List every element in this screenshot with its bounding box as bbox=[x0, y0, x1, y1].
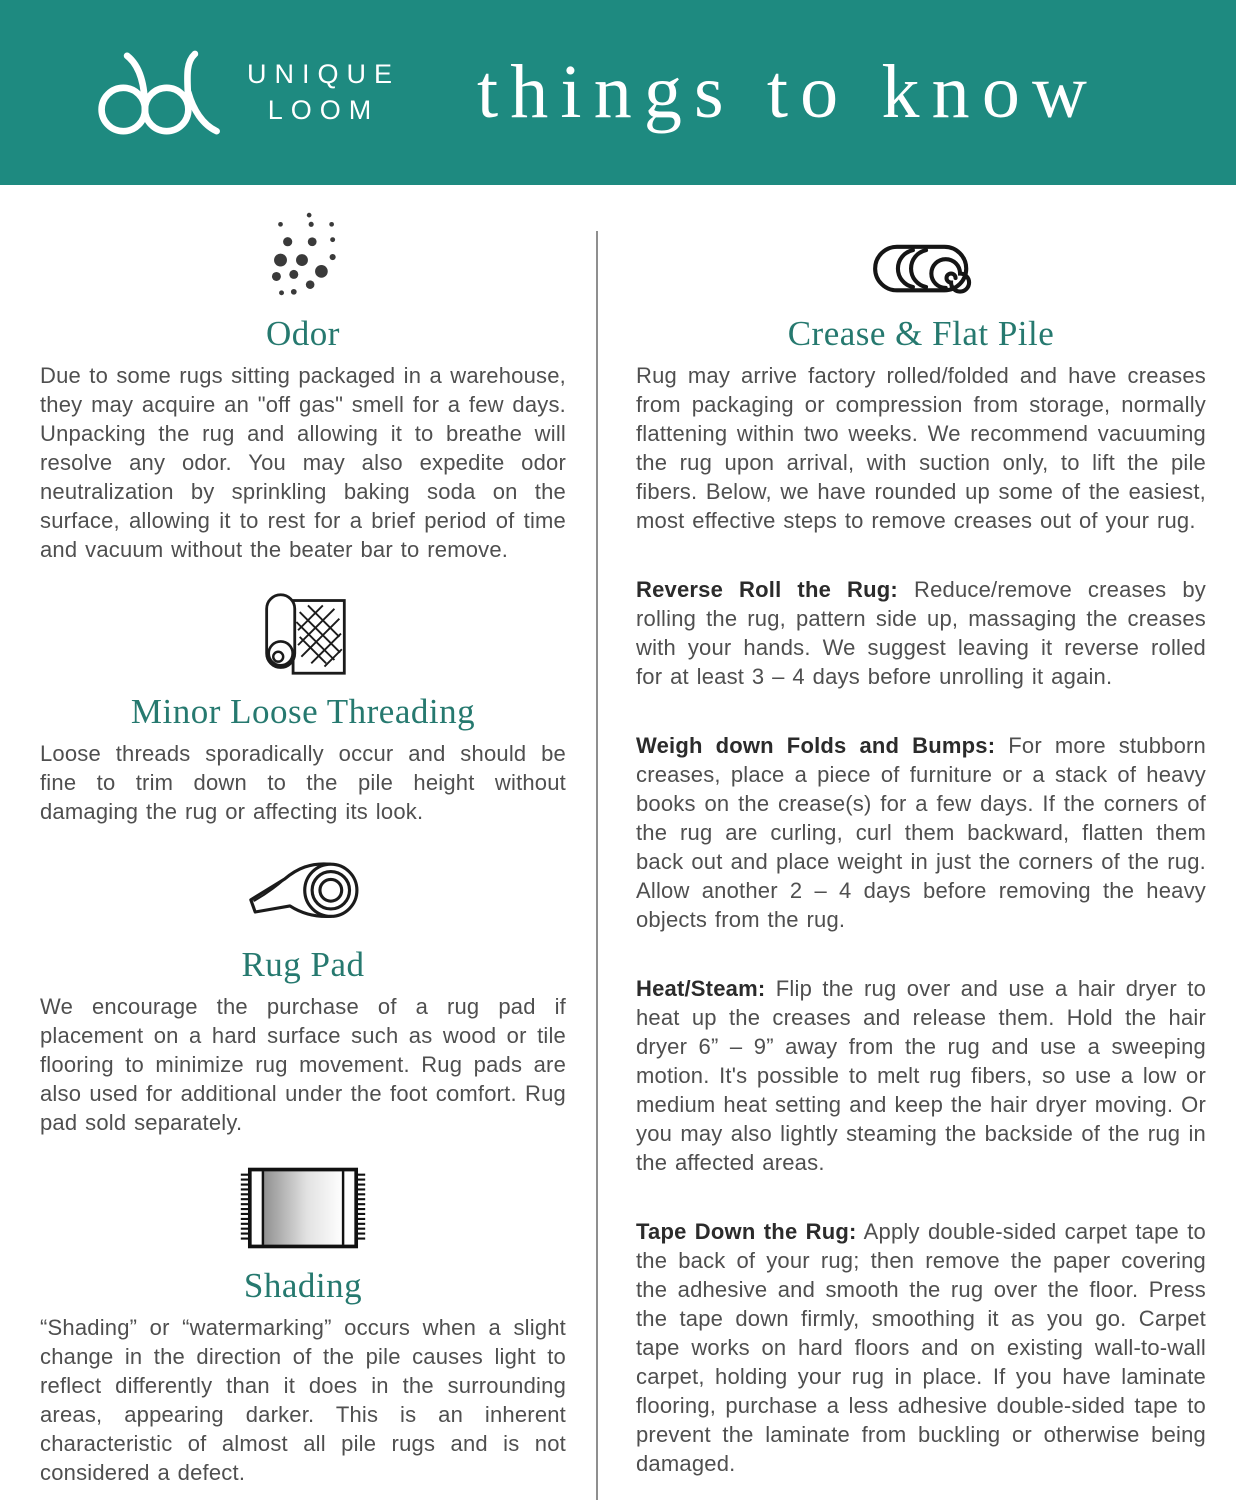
section-heading: Minor Loose Threading bbox=[130, 692, 476, 731]
right-column bbox=[597, 185, 1236, 1500]
tip-label: Reverse Roll the Rug: bbox=[636, 577, 898, 602]
tip-label: Tape Down the Rug: bbox=[636, 1219, 857, 1244]
section-rug-pad bbox=[40, 826, 566, 1137]
section-odor bbox=[40, 185, 566, 564]
section-body: Loose threads sporadically occur and should be fine to trim down to the pile height without damaging the rug or affecting its look. bbox=[40, 741, 566, 824]
section-shading bbox=[40, 1137, 566, 1487]
page-title: things to know bbox=[476, 50, 1100, 134]
section-heading: Shading bbox=[243, 1266, 363, 1305]
section-body: Due to some rugs sitting packaged in a warehouse, they may acquire an "off gas" smell for a few days. Unpacking the rug and allowing it to breathe will resolve any odor. You may also expedite odor neutralization by sprinkling baking soda on the surface, allowing it to rest for a brief period of time and vacuum without the beater bar to remove. bbox=[40, 363, 566, 562]
tip-tape-down bbox=[636, 1217, 1206, 1478]
section-body: We encourage the purchase of a rug pad if placement on a hard surface such as wood or tile flooring to minimize rug movement. Rug pads are also used for additional under the foot comfort. Rug pad sold separately. bbox=[40, 994, 566, 1135]
section-crease-flat-pile bbox=[636, 185, 1206, 1478]
section-heading: Rug Pad bbox=[241, 945, 365, 984]
tip-weigh-down bbox=[636, 731, 1206, 934]
tip-text: Reduce/remove creases by rolling the rug, pattern side up, massaging the creases with your hands. We suggest leaving it reverse rolled for at least 3 – 4 days before unrolling it again. bbox=[636, 577, 1207, 689]
tip-text: Apply double-sided carpet tape to the back of your rug; then remove the paper covering the adhesive and smooth the rug over the floor. Press the tape down firmly, smoothing it as you go. Carpet tape works on hard floors and on existing wall-to-wall carpet, holding your rug in place. If you have laminate flooring, purchase a less adhesive double-sided tape to prevent the laminate from buckling or otherwise being damaged. bbox=[636, 1219, 1206, 1476]
fringed-rug-shading-icon bbox=[40, 1137, 566, 1253]
tip-label: Heat/Steam: bbox=[636, 976, 766, 1001]
tip-text: For more stubborn creases, place a piece of furniture or a stack of heavy books on the crease(s) for a few days. If the corners of the rug are curling, curl them backward, flatten them back out and place weight in just the corners of the rug. Allow another 2 – 4 days before removing the heavy objects from the rug. bbox=[636, 733, 1206, 932]
tip-heat-steam bbox=[636, 974, 1206, 1177]
section-heading: Crease & Flat Pile bbox=[787, 314, 1055, 353]
brand-name bbox=[247, 57, 400, 127]
section-body: “Shading” or “watermarking” occurs when a slight change in the direction of the pile causes light to reflect differently than it does in the surrounding areas, appearing darker. This is an inherent characteristic of almost all pile rugs and is not considered a defect. bbox=[40, 1315, 566, 1485]
section-heading: Odor bbox=[266, 314, 340, 353]
section-minor-loose-threading bbox=[40, 564, 566, 826]
rug-pad-roll-icon bbox=[40, 826, 566, 932]
odor-particles-icon bbox=[40, 185, 566, 301]
header-bar bbox=[0, 0, 1236, 185]
content-area bbox=[0, 185, 1236, 1500]
left-column bbox=[0, 185, 597, 1500]
rolled-rug-crosshatch-icon bbox=[40, 564, 566, 679]
tip-text: Flip the rug over and use a hair dryer to heat up the creases and release them. Hold the hair dryer 6” – 9” away from the rug and use a sweeping motion. It's possible to melt rug fibers, so use a low or medium heat setting and keep the hair dryer moving. Or you may also lightly steaming the backside of the rug in the affected areas. bbox=[636, 976, 1206, 1175]
brand-name-line1: UNIQUE bbox=[247, 59, 401, 90]
column-divider bbox=[596, 231, 598, 1500]
unique-loom-logo-icon bbox=[95, 43, 227, 143]
brand-name-line2: LOOM bbox=[267, 94, 380, 125]
brand bbox=[95, 43, 400, 143]
tip-label: Weigh down Folds and Bumps: bbox=[636, 733, 996, 758]
section-intro: Rug may arrive factory rolled/folded and have creases from packaging or compression from storage, normally flattening within two weeks. We recommend vacuuming the rug upon arrival, with suction only, to lift the pile fibers. Below, we have rounded up some of the easiest, most effective steps to remove creases out of your rug. bbox=[636, 363, 1206, 533]
rolled-rug-spiral-icon bbox=[636, 185, 1206, 301]
tip-reverse-roll bbox=[636, 575, 1206, 691]
